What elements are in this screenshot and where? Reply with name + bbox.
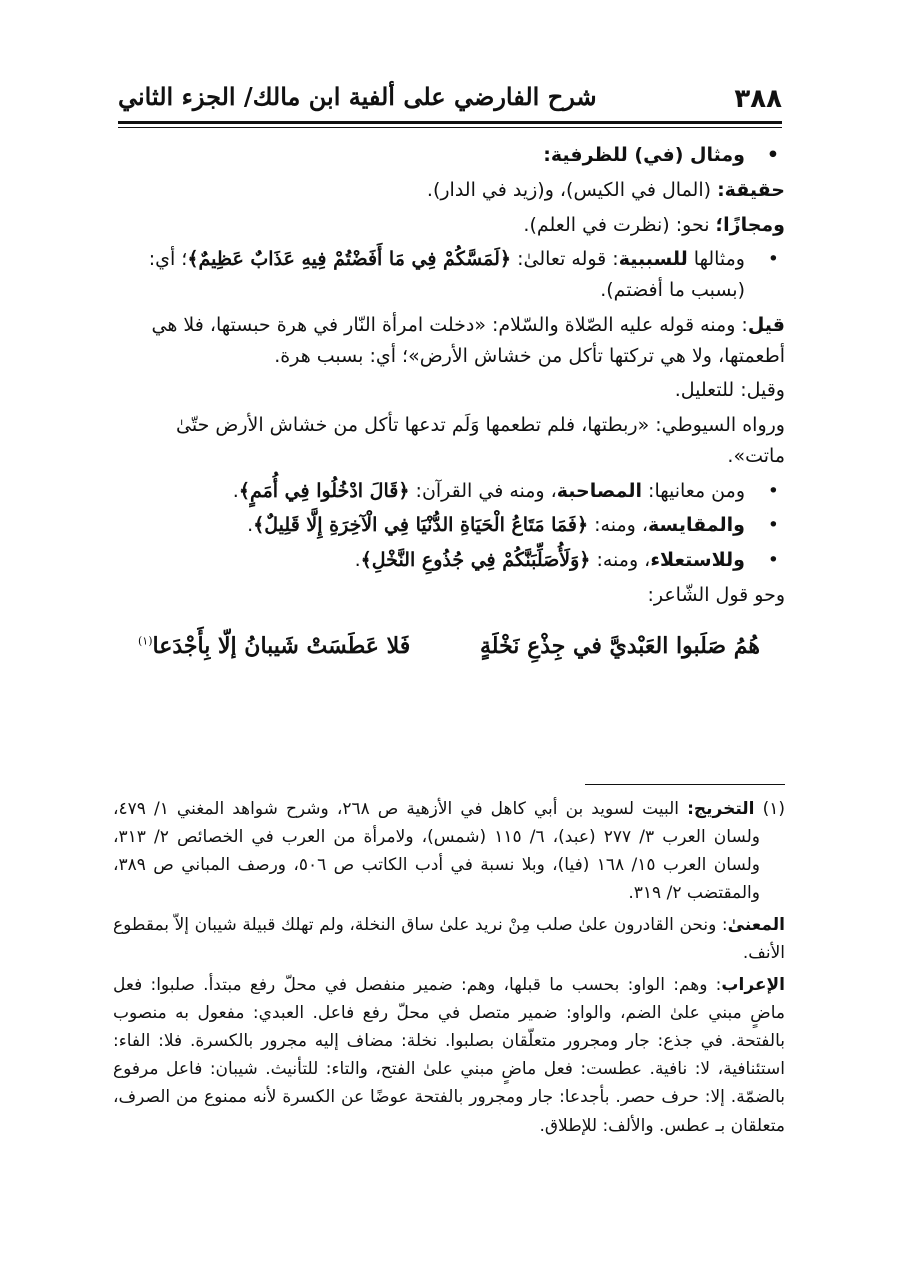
majaz-label: ومجازًا؛ (715, 213, 785, 236)
majaz-text: نحو: (نظرت في العلم). (523, 213, 716, 236)
takhrij-label: التخريج: (687, 799, 755, 819)
bullet-istila (113, 545, 785, 576)
quran-quote: ﴿فَمَا مَتَاعُ الْحَيَاةِ الدُّنْيَا فِي الْآخِرَةِ إِلَّا قَلِيلٌ﴾ (253, 514, 589, 537)
page-number: ٣٨٨ (734, 84, 782, 114)
bullet-tail: . (232, 479, 239, 502)
bullet-keyword: وللاستعلاء (650, 549, 745, 572)
verse-second-hemistich (138, 629, 410, 665)
quran-quote: ﴿لَمَسَّكُمْ فِي مَا أَفَضْتُمْ فِيهِ عَذَابٌ عَظِيمٌ﴾ (187, 248, 512, 271)
footnotes (113, 795, 785, 1144)
header-rule-thin (118, 127, 782, 128)
bullet-keyword: للسببية (618, 248, 688, 271)
poet-intro: وحو قول الشّاعر: (647, 583, 785, 606)
verse-second-text: فَلا عَطَسَتْ شَيبانُ إلّا بِأَجْدَعا (152, 632, 411, 659)
takhrij-text: البيت لسويد بن أبي كاهل في الأزهية ص ٢٦٨، وشرح شواهد المغني ١/ ٤٧٩، ولسان العرب ٣/ ٢٧٧ (عبد)، ٦/ ١١٥ (شمس)، ولامرأة من العرب في الخصائص ٢/ ٣١٣، ولسان العرب ١٥/ ١٦٨ (فيا)، وبلا نسبة في أدب الكاتب ص ٥٠٦، ورصف المباني ص ٣٨٩، والمقتضب ٢/ ٣١٩. (113, 799, 760, 904)
bullet-dot: • (766, 144, 779, 166)
bullet-dot: • (767, 479, 779, 502)
suyuti-paragraph: ورواه السيوطي: «ربطتها، فلم تطعمها وَلَم تدعها تأكل من خشاش الأرض حتّىٰ ماتت». (176, 414, 785, 467)
taalil-line: وقيل: للتعليل. (674, 379, 785, 402)
bullet-keyword: المصاحبة (556, 479, 642, 502)
running-title: شرح الفارضي على ألفية ابن مالك/ الجزء الثاني (118, 82, 597, 111)
bullet-text: ومثال (في) للظرفية: (543, 144, 745, 166)
bullet-tail: . (354, 549, 361, 572)
verse-first-hemistich: هُمُ صَلَبوا العَبْديَّ في جِذْعِ نَخْلَةٍ (480, 632, 760, 659)
main-text (113, 140, 785, 664)
footnote-marker: (١) (138, 634, 153, 648)
footnote-takhrij (113, 795, 785, 907)
meaning-label: المعنىٰ (727, 915, 785, 936)
bullet-lead: ومثالها (687, 248, 745, 271)
bullet-lead: ومن معانيها: (642, 479, 745, 502)
bullet-mid: : قوله تعالىٰ: (511, 248, 619, 271)
bullet-tail: . (247, 514, 254, 537)
bullet-musahaba (113, 476, 785, 507)
meaning-text: : ونحن القادرون علىٰ صلب مِنْ نريد علىٰ ساق النخلة، ولم تهلك قبيلة شيبان إلاّ بمقطوع الأنف. (113, 915, 785, 964)
bullet-tail: ؛ أي: (بسبب ما أفضتم). (148, 248, 745, 302)
poetry-verse (138, 629, 760, 665)
quran-quote: ﴿قَالَ ادْخُلُوا فِي أُمَمٍ﴾ (238, 479, 410, 502)
footnote-separator (585, 784, 785, 785)
hadith-text: : ومنه قوله عليه الصّلاة والسّلام: «دخلت امرأة النّار في هرة حبستها، فلا هي أطعمتها، ولا هي تركتها تأكل من خشاش الأرض»؛ أي: بسبب هرة. (151, 313, 785, 367)
page-header (118, 78, 782, 118)
bullet-dot: • (767, 549, 779, 572)
haqiqa-line (113, 175, 785, 206)
footnote-irab (113, 971, 785, 1139)
bullet-sababiyya (113, 244, 785, 306)
bullet-mid: ، ومنه: (590, 549, 651, 572)
bullet-keyword: والمقايسة (648, 514, 745, 537)
haqiqa-text: (المال في الكيس)، و(زيد في الدار). (426, 178, 718, 201)
irab-text: : وهم: الواو: بحسب ما قبلها، وهم: ضمير منفصل في محلّ رفع مبتدأ. صلبوا: فعل ماضٍ مبني علىٰ الضم، والواو: ضمير متصل في محلّ رفع فاعل. العبدي: مفعول به منصوب بالفتحة. في جذع: جار ومجرور متعلّقان بصلبوا. نخلة: مضاف إليه مجرور بالكسرة. فلا: الفاء: استئنافية، لا: نافية. عطست: فعل ماضٍ مبني علىٰ الفتح، والتاء: للتأنيث. شيبان: فاعل مرفوع بالضمّة. إلا: حرف حصر. بأجدعا: جار ومجرور بالفتحة عوضًا عن الكسرة لأنه ممنوع من الصرف، متعلقان بـ عطس. والألف: للإطلاق. (113, 975, 785, 1136)
bullet-zarfiyya (113, 140, 785, 171)
bullet-mid: ، ومنه: (588, 514, 648, 537)
bullet-muqayasa (113, 510, 785, 541)
irab-label: الإعراب (721, 975, 785, 996)
bullet-mid: ، ومنه في القرآن: (409, 479, 557, 502)
haqiqa-label: حقيقة: (717, 178, 785, 201)
header-rule-thick (118, 121, 782, 124)
bullet-dot: • (767, 248, 779, 271)
majaz-line (113, 210, 785, 241)
hadith-paragraph (113, 310, 785, 372)
quran-quote: ﴿وَلَأُصَلِّبَنَّكُمْ فِي جُذُوعِ النَّخْلِ﴾ (360, 549, 591, 572)
footnote-number: (١) (754, 799, 785, 819)
footnote-meaning (113, 911, 785, 967)
bullet-dot: • (767, 514, 779, 537)
qila-label: قيل (747, 313, 785, 336)
